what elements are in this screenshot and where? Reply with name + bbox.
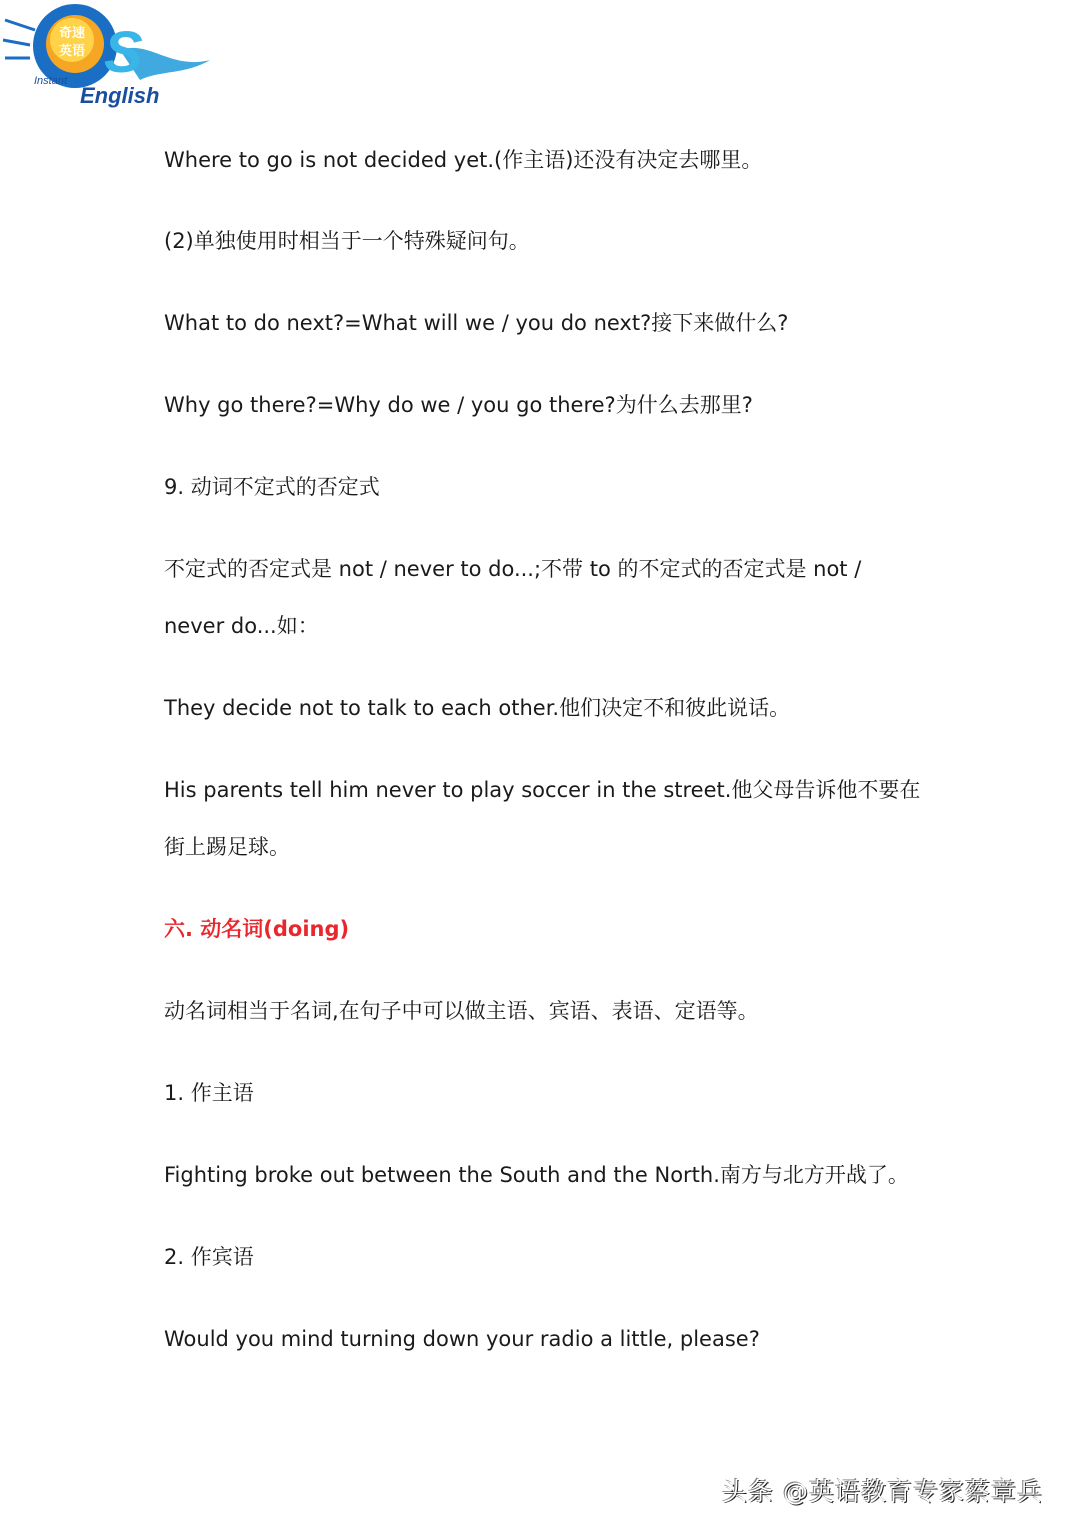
logo-circle-text: 英语 [59, 44, 86, 59]
logo-letter: S [104, 20, 143, 85]
instant-english-logo [0, 0, 215, 108]
text-line: His parents tell him never to play soccer in the street.他父母告诉他不要在 [164, 778, 921, 802]
watermark: 头条 @英语教育专家蔡章兵 [722, 1477, 1043, 1506]
text-line: Where to go is not decided yet.(作主语)还没有决定去哪里。 [164, 148, 763, 172]
logo-small-text: Instant [34, 75, 68, 87]
section-heading: 1. 作主语 [164, 1081, 254, 1105]
text-line: 动名词相当于名词,在句子中可以做主语、宾语、表语、定语等。 [164, 999, 759, 1023]
chapter-heading: 六. 动名词(doing) [164, 917, 350, 941]
text-line: 不定式的否定式是 not / never to do...;不带 to 的不定式的否定式是 not / [164, 557, 862, 581]
text-line: (2)单独使用时相当于一个特殊疑问句。 [164, 229, 530, 253]
text-line: Would you mind turning down your radio a little, please? [164, 1327, 760, 1351]
section-heading: 2. 作宾语 [164, 1245, 254, 1269]
text-line: never do...如： [164, 614, 319, 638]
text-line: They decide not to talk to each other.他们决定不和彼此说话。 [164, 696, 791, 720]
logo-circle-text: 奇速 [59, 26, 86, 41]
text-line: What to do next?=What will we / you do next?接下来做什么? [164, 311, 789, 335]
text-line: Why go there?=Why do we / you go there?为什么去那里? [164, 393, 753, 417]
text-line: 街上踢足球。 [164, 835, 290, 859]
text-line: Fighting broke out between the South and the North.南方与北方开战了。 [164, 1163, 909, 1187]
logo-big-text: English [80, 83, 160, 108]
section-heading: 9. 动词不定式的否定式 [164, 475, 380, 499]
